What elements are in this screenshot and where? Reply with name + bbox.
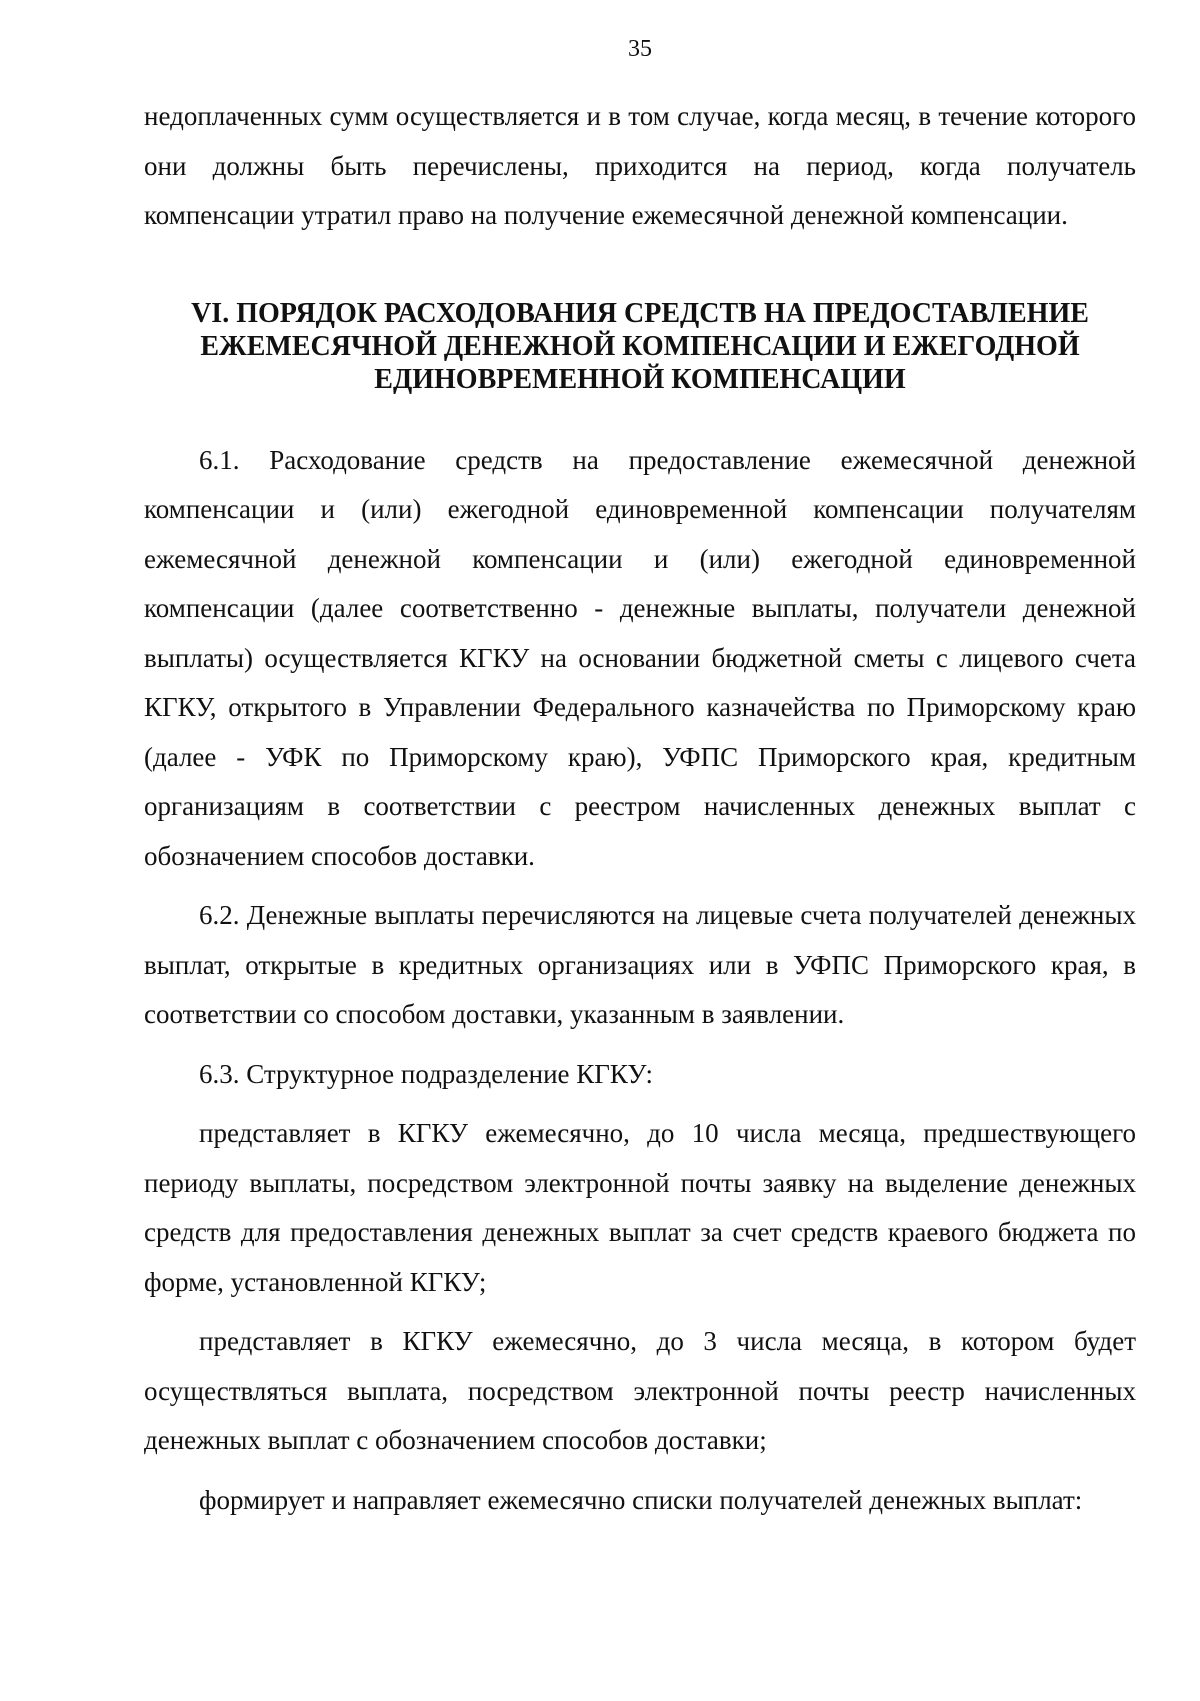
intro-paragraph: недоплаченных сумм осуществляется и в том случае, когда месяц, в течение которого они должны быть перечислены, приходится на период, когда получатель компенсации утратил право на получение ежемесячной денежной компенсации. (144, 101, 1136, 230)
section-heading (144, 297, 1136, 396)
section-heading-line-3: ЕДИНОВРЕМЕННОЙ КОМПЕНСАЦИИ (374, 363, 906, 395)
section-heading-line-2: ЕЖЕМЕСЯЧНОЙ ДЕНЕЖНОЙ КОМПЕНСАЦИИ И ЕЖЕГОДНОЙ (200, 330, 1080, 362)
paragraph-gap (144, 1099, 1136, 1109)
clause-6-3-item-1: представляет в КГКУ ежемесячно, до 10 числа месяца, предшествующего периоду выплаты, посредством электронной почты заявку на выделение денежных средств для предоставления денежных выплат за счет средств краевого бюджета по форме, установленной КГКУ; (144, 1118, 1136, 1297)
clause-6-1: 6.1. Расходование средств на предоставление ежемесячной денежной компенсации и (или) ежегодной единовременной компенсации получателям ежемесячной денежной компенсации и (или) ежегодной единовременной компенсации (далее соответственно - денежные выплаты, получатели денежной выплаты) осуществляется КГКУ на основании бюджетной сметы с лицевого счета КГКУ, открытого в Управлении Федерального казначейства по Приморскому краю (далее - УФК по Приморскому краю), УФПС Приморского края, кредитным организациям в соответствии с реестром начисленных денежных выплат с обозначением способов доставки. (144, 444, 1136, 871)
paragraph-gap (144, 1040, 1136, 1050)
page-number: 35 (628, 36, 652, 62)
clause-6-3-item-3: формирует и направляет ежемесячно списки получателей денежных выплат: (199, 1484, 1083, 1515)
section-heading-line-1: VI. ПОРЯДОК РАСХОДОВАНИЯ СРЕДСТВ НА ПРЕДОСТАВЛЕНИЕ (191, 297, 1089, 329)
paragraph-gap (144, 1307, 1136, 1317)
clause-6-3-item-2: представляет в КГКУ ежемесячно, до 3 числа месяца, в котором будет осуществляться выплата, посредством электронной почты реестр начисленных денежных выплат с обозначением способов доставки; (144, 1326, 1136, 1455)
clause-6-3: 6.3. Структурное подразделение КГКУ: (199, 1058, 653, 1089)
paragraph-gap (144, 881, 1136, 891)
clause-6-2: 6.2. Денежные выплаты перечисляются на лицевые счета получателей денежных выплат, открытые в кредитных организациях или в УФПС Приморского края, в соответствии со способом доставки, указанным в заявлении. (144, 900, 1136, 1029)
document-body (144, 92, 1136, 1525)
paragraph-gap (144, 1466, 1136, 1476)
